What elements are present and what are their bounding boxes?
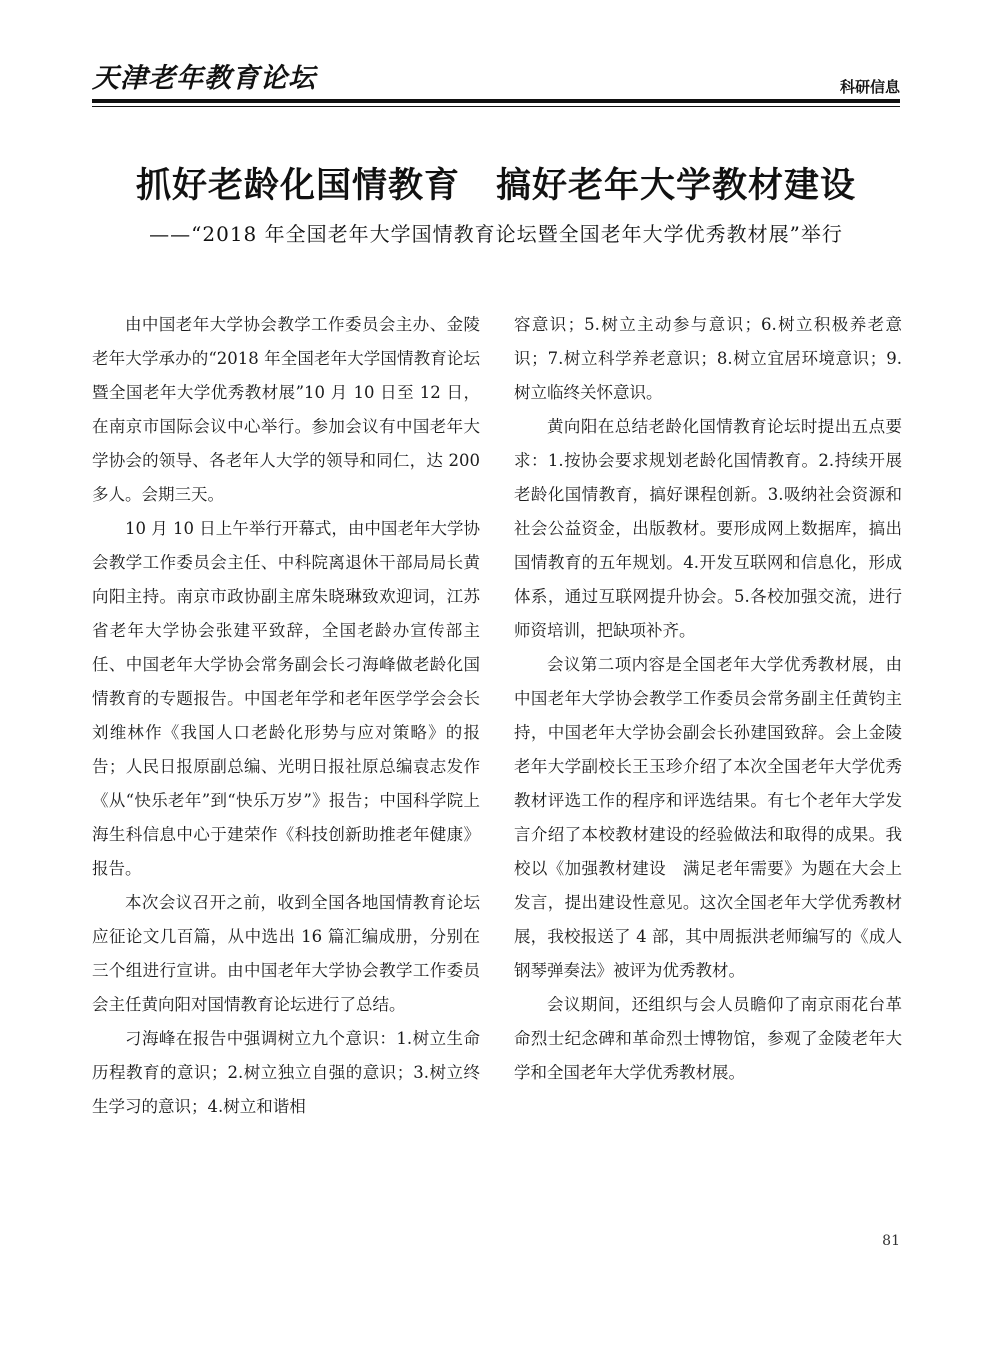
paragraph: 刁海峰在报告中强调树立九个意识：1.树立生命历程教育的意识；2.树立独立自强的意识；3.树立终生学习的意识；4.树立和谐相 [92, 1029, 480, 1116]
right-column [514, 308, 902, 1090]
header-rule-thin [92, 106, 900, 107]
paragraph: 由中国老年大学协会教学工作委员会主办、金陵老年大学承办的“2018 年全国老年大学国情教育论坛暨全国老年大学优秀教材展”10 月 10 日至 12 日，在南京市国际会议中心举行。参加会议有中国老年大学协会的领导、各老年人大学的领导和同仁，达 200 多人。会期三天。 [92, 315, 480, 504]
article-title [0, 158, 992, 208]
article-title-part1: 抓好老龄化国情教育 [135, 166, 460, 206]
paragraph-continuation: 容意识；5.树立主动参与意识；6.树立积极养老意识；7.树立科学养老意识；8.树立宜居环境意识；9.树立临终关怀意识。 [514, 315, 902, 402]
left-column [92, 308, 480, 1124]
paragraph: 会议第二项内容是全国老年大学优秀教材展，由中国老年大学协会教学工作委员会常务副主任黄钧主持，中国老年大学协会副会长孙建国致辞。会上金陵老年大学副校长王玉珍介绍了本次全国老年大学优秀教材评选工作的程序和评选结果。有七个老年大学发言介绍了本校教材建设的经验做法和取得的成果。我校以《加强教材建设 满足老年需要》为题在大会上发言，提出建设性意见。这次全国老年大学优秀教材展，我校报送了 4 部，其中周振洪老师编写的《成人钢琴弹奏法》被评为优秀教材。 [514, 655, 902, 980]
header-rule-thick [92, 99, 900, 103]
page-number: 81 [882, 1233, 900, 1249]
paragraph: 会议期间，还组织与会人员瞻仰了南京雨花台革命烈士纪念碑和革命烈士博物馆，参观了金陵老年大学和全国老年大学优秀教材展。 [514, 995, 902, 1082]
journal-masthead: 天津老年教育论坛 [92, 63, 316, 94]
section-label: 科研信息 [839, 78, 900, 96]
article-title-part2: 搞好老年大学教材建设 [496, 166, 857, 206]
article-subtitle: ——“2018 年全国老年大学国情教育论坛暨全国老年大学优秀教材展”举行 [149, 222, 843, 246]
paragraph: 黄向阳在总结老龄化国情教育论坛时提出五点要求：1.按协会要求规划老龄化国情教育。2.持续开展老龄化国情教育，搞好课程创新。3.吸纳社会资源和社会公益资金，出版教材。要形成网上数据库，搞出国情教育的五年规划。4.开发互联网和信息化，形成体系，通过互联网提升协会。5.各校加强交流，进行师资培训，把缺项补齐。 [514, 417, 902, 640]
paragraph: 本次会议召开之前，收到全国各地国情教育论坛应征论文几百篇，从中选出 16 篇汇编成册，分别在三个组进行宣讲。由中国老年大学协会教学工作委员会主任黄向阳对国情教育论坛进行了总结。 [92, 893, 480, 1014]
paragraph: 10 月 10 日上午举行开幕式，由中国老年大学协会教学工作委员会主任、中科院离退休干部局局长黄向阳主持。南京市政协副主席朱晓琳致欢迎词，江苏省老年大学协会张建平致辞，全国老龄办宣传部主任、中国老年大学协会常务副会长刁海峰做老龄化国情教育的专题报告。中国老年学和老年医学学会会长刘维林作《我国人口老龄化形势与应对策略》的报告；人民日报原副总编、光明日报社原总编袁志发作《从“快乐老年”到“快乐万岁”》报告；中国科学院上海生科信息中心于建荣作《科技创新助推老年健康》报告。 [92, 519, 480, 878]
